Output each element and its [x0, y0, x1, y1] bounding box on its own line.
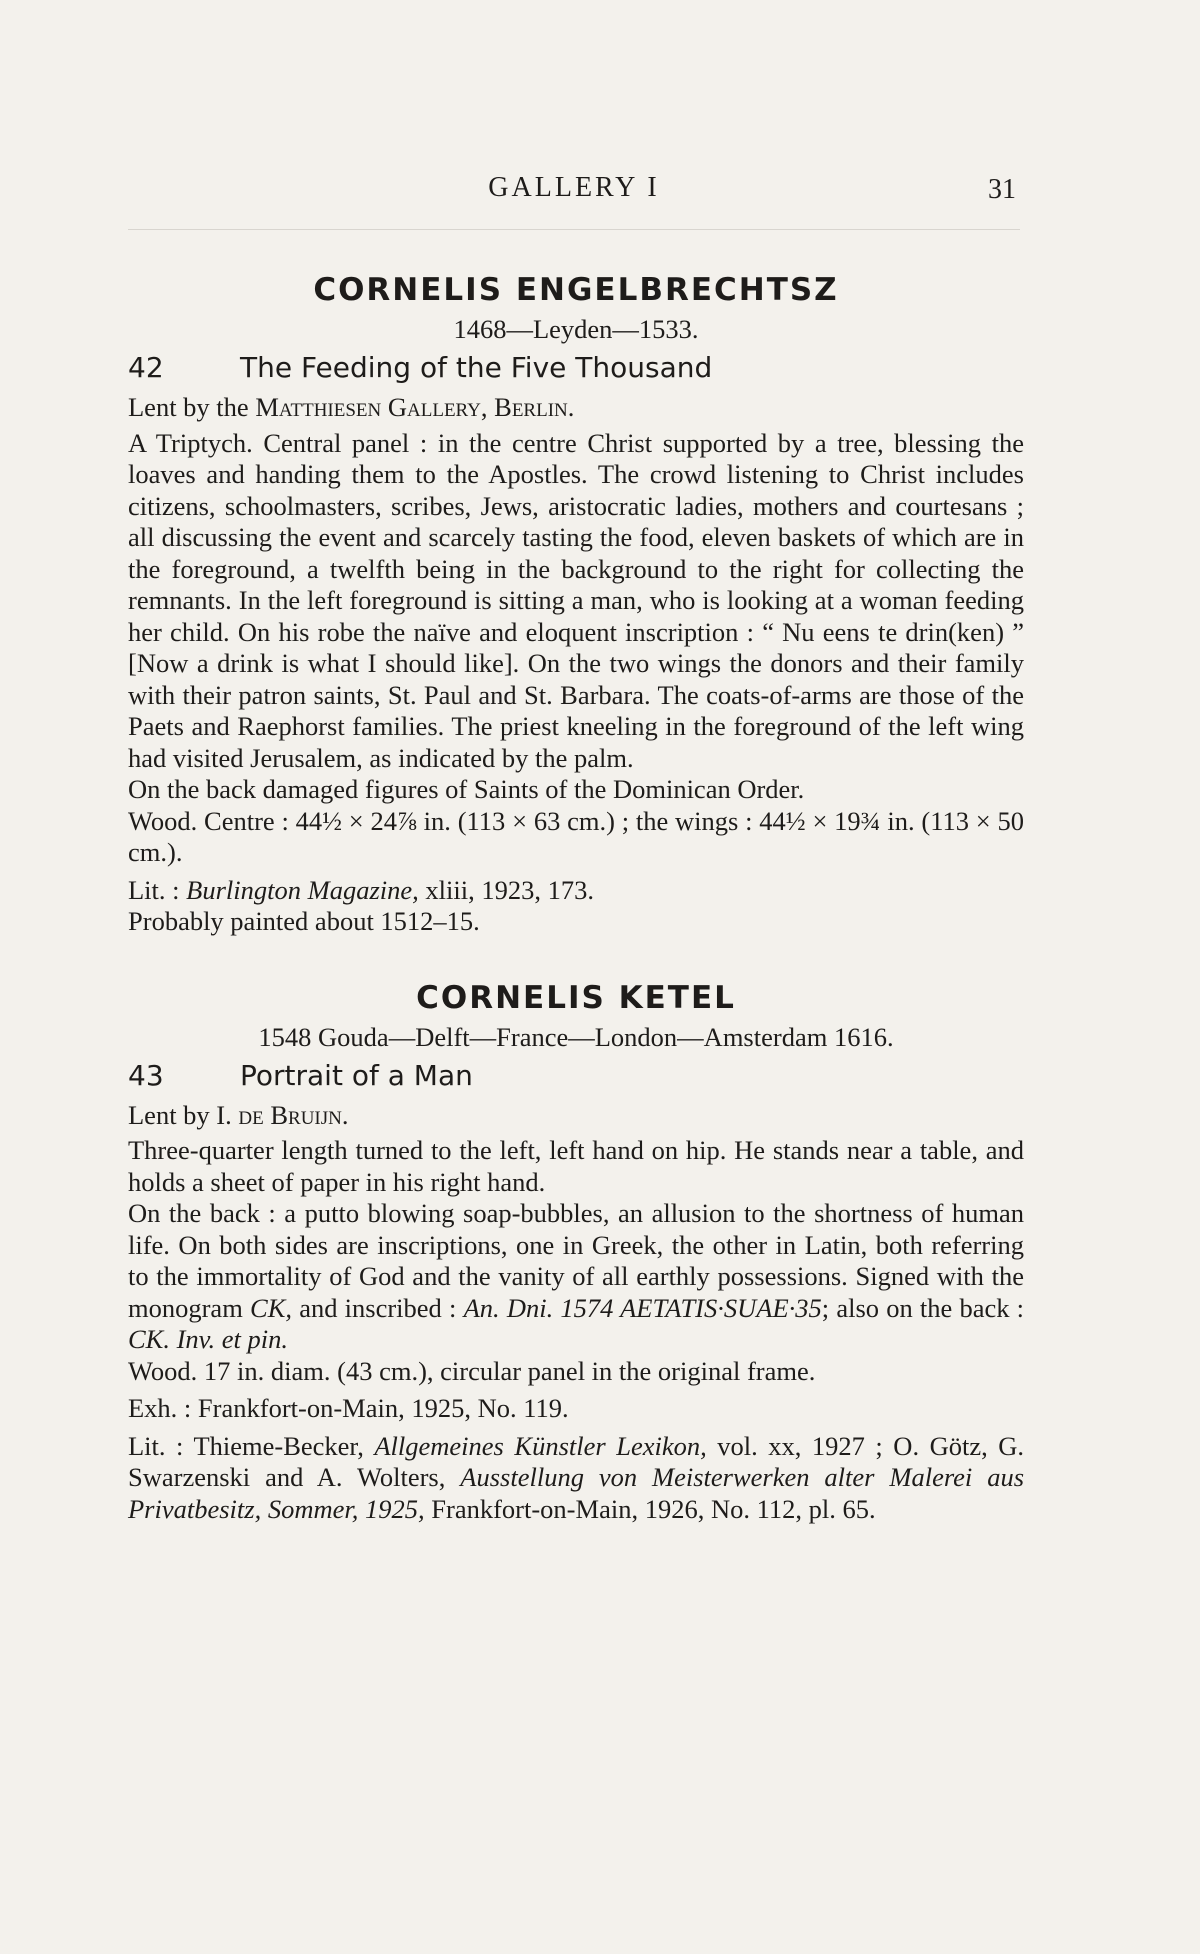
- catalogue-number: 43: [128, 1058, 164, 1092]
- lit-journal: Burlington Magazine,: [186, 874, 419, 905]
- lit-text-d: Frankfort-on-Main, 1926, No. 112, pl. 65.: [431, 1493, 876, 1524]
- painting-description: Three-quarter length turned to the left, left hand on hip. He stands near a table, and holds a sheet of paper in his right hand.: [128, 1135, 1024, 1197]
- lent-prefix: Lent by the: [128, 392, 249, 422]
- painting-title: Portrait of a Man: [240, 1058, 473, 1092]
- literature: [128, 875, 1024, 907]
- back-description: [128, 1198, 1024, 1356]
- painting-title: The Feeding of the Five Thousand: [240, 351, 713, 384]
- page-number: 31: [988, 174, 1016, 205]
- lit-prefix: Lit. :: [128, 874, 180, 905]
- lender-line: [128, 1100, 1024, 1132]
- painting-description: A Triptych. Central panel : in the centre Christ supported by a tree, blessing the loaves and handing them to the Apostles. The crowd listening to Christ includes citizens, schoolmasters, scribes, Jews, aristocratic ladies, mothers and courtesans ; all discussing the event and scarcely tasting the food, eleven baskets of which are in the foreground, a twelfth being in the background to the right for collecting the remnants. In the left foreground is sitting a man, who is looking at a woman feeding her child. On his robe the naïve and eloquent inscription : “ Nu eens te drin(ken) ” [Now a drink is what I should like]. On the two wings the donors and their family with their patron saints, St. Paul and St. Barbara. The coats-of-arms are those of the Paets and Raephorst families. The priest kneeling in the foreground of the left wing had visited Jerusalem, as indicated by the palm.: [128, 427, 1024, 773]
- lent-prefix: Lent by I.: [128, 1099, 232, 1130]
- back-description: On the back damaged figures of Saints of the Dominican Order.: [128, 774, 805, 804]
- back-text-1: On the back : a putto blowing soap-bubbles, an allusion to the shortness of human life. On both sides are inscriptions, one in Greek, the other in Latin, both referring to the immortality of God and the vanity of all earthly possessions. Signed with the monogram: [128, 1198, 1024, 1323]
- dating-note: Probably painted about 1512–15.: [128, 906, 480, 936]
- catalogue-body: [128, 270, 1024, 1525]
- lit-prefix: Lit. : Thieme-Becker,: [128, 1430, 364, 1461]
- lit-title-c: Ausstellung von Meisterwerken alter Malerei aus Privatbesitz, Sommer, 1925,: [128, 1462, 1025, 1524]
- lender-line: [128, 392, 1024, 424]
- lit-rest: xliii, 1923, 173.: [425, 874, 594, 905]
- back-text-2: and inscribed :: [299, 1292, 457, 1323]
- lit-text-b: vol. xx, 1927 ; O. Götz, G. Swarzenski and A. Wolters,: [128, 1430, 1025, 1492]
- catalogue-number: 42: [128, 351, 164, 384]
- lender-name: de Bruijn.: [238, 1099, 349, 1130]
- exhibition: Exh. : Frankfort-on-Main, 1925, No. 119.: [128, 1393, 569, 1423]
- inscription-back: CK. Inv. et pin.: [128, 1324, 288, 1354]
- lit-title-a: Allgemeines Künstler Lexikon,: [374, 1430, 707, 1461]
- header-rule: [128, 229, 1020, 230]
- inscription: An. Dni. 1574 AETATIS·SUAE·35: [463, 1292, 822, 1323]
- catalogue-entry-title: [128, 1056, 1024, 1096]
- catalogue-entry-title: [128, 348, 1024, 388]
- artist-dates: 1548 Gouda—Delft—France—London—Amsterdam 1616.: [258, 1021, 894, 1052]
- monogram: CK,: [250, 1292, 292, 1323]
- medium-dimensions: Wood. Centre : 44½ × 24⅞ in. (113 × 63 cm.) ; the wings : 44½ × 19¾ in. (113 × 50 cm.).: [128, 805, 1024, 867]
- artist-name: CORNELIS KETEL: [416, 979, 736, 1016]
- literature: [128, 1431, 1024, 1526]
- gallery-heading: GALLERY I: [488, 172, 660, 203]
- running-header: [128, 172, 1020, 212]
- artist-dates: 1468—Leyden—1533.: [453, 314, 699, 344]
- lender-name: Matthiesen Gallery, Berlin.: [255, 392, 575, 422]
- back-text-3: ; also on the back :: [821, 1292, 1025, 1323]
- medium-dimensions: Wood. 17 in. diam. (43 cm.), circular panel in the original frame.: [128, 1355, 816, 1386]
- artist-name: CORNELIS ENGELBRECHTSZ: [313, 272, 839, 308]
